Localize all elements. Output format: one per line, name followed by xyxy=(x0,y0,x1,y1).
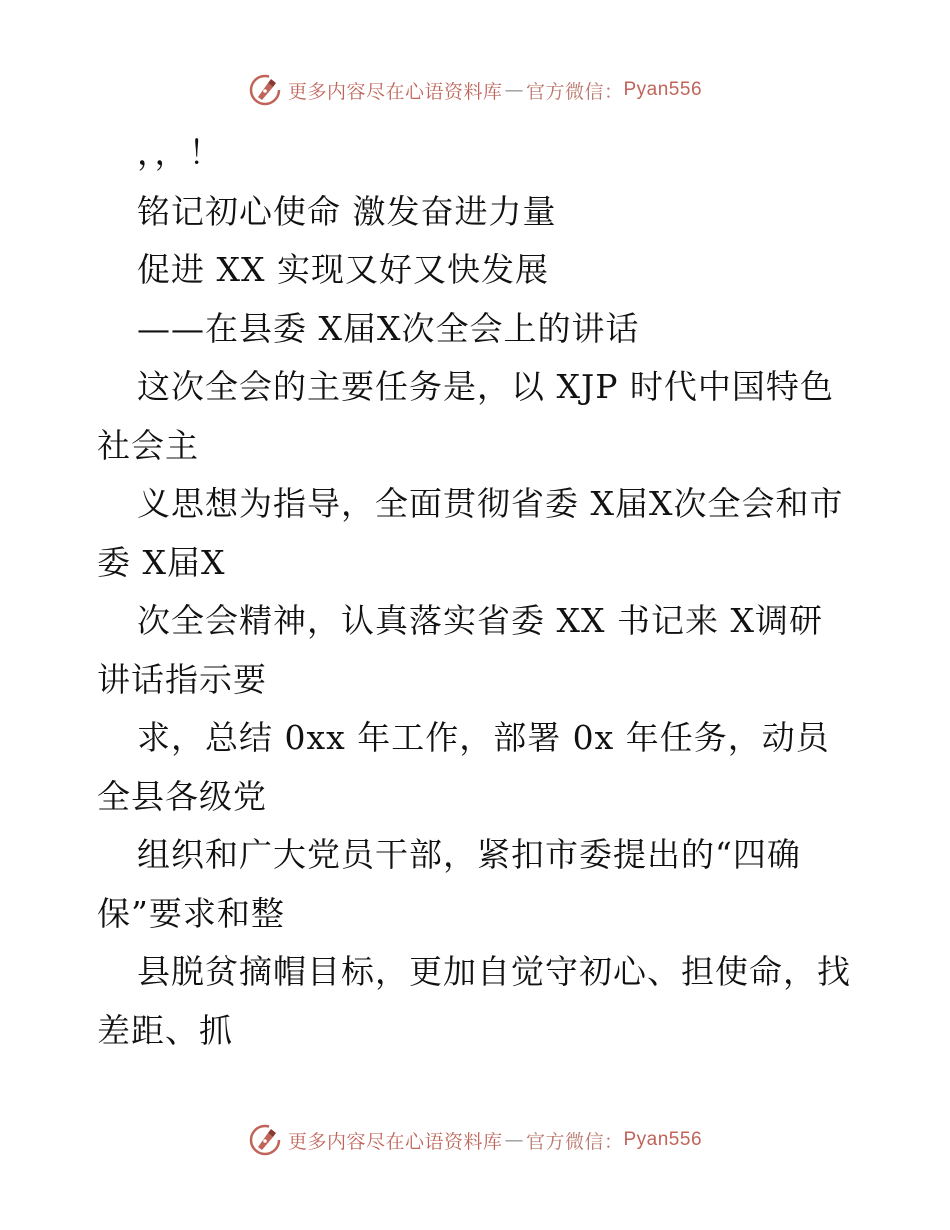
paragraph-line: 这次全会的主要任务是，以 XJP 时代中国特色 xyxy=(137,367,834,406)
speech-title-line-2: 促进 XX 实现又好又快发展 xyxy=(137,250,549,289)
document-body xyxy=(97,124,877,1060)
paragraph-line: 义思想为指导，全面贯彻省委 X届X次全会和市 xyxy=(137,484,844,523)
paragraph-line: 讲话指示要 xyxy=(97,659,267,699)
paragraph-line: 求，总结 0xx 年工作，部署 0x 年任务，动员 xyxy=(137,718,830,757)
paragraph-line: 委 X届X xyxy=(97,542,226,582)
watermark-wechat-label: 官方微信： xyxy=(525,1130,624,1153)
paragraph-line: 全县各级党 xyxy=(97,776,267,816)
text-line: ，，！ xyxy=(137,133,223,172)
watermark-text: 更多内容尽在心语资料库 xyxy=(287,80,503,103)
speech-title-line-1: 铭记初心使命 激发奋进力量 xyxy=(137,191,557,231)
watermark-dash: — xyxy=(504,1129,524,1151)
paragraph-line: 组织和广大党员干部，紧扣市委提出的“四确 xyxy=(137,835,801,874)
watermark-dash: — xyxy=(504,79,524,101)
pen-nib-logo-icon xyxy=(248,73,282,107)
paragraph-line: 社会主 xyxy=(97,425,199,465)
speech-subtitle: ——在县委 X届X次全会上的讲话 xyxy=(137,308,640,348)
watermark-wechat-label: 官方微信： xyxy=(525,80,624,103)
paragraph-line: 差距、抓 xyxy=(97,1010,233,1050)
watermark-text: 更多内容尽在心语资料库 xyxy=(287,1130,503,1153)
watermark-wechat-id: Pyan556 xyxy=(623,79,703,100)
footer-watermark xyxy=(0,1120,950,1160)
pen-nib-logo-icon xyxy=(248,1123,282,1157)
paragraph-line: 次全会精神，认真落实省委 XX 书记来 X调研 xyxy=(137,601,823,640)
header-watermark xyxy=(0,70,950,110)
paragraph-line: 保”要求和整 xyxy=(97,893,285,933)
paragraph-line: 县脱贫摘帽目标，更加自觉守初心、担使命，找 xyxy=(137,952,851,991)
watermark-wechat-id: Pyan556 xyxy=(623,1129,703,1150)
